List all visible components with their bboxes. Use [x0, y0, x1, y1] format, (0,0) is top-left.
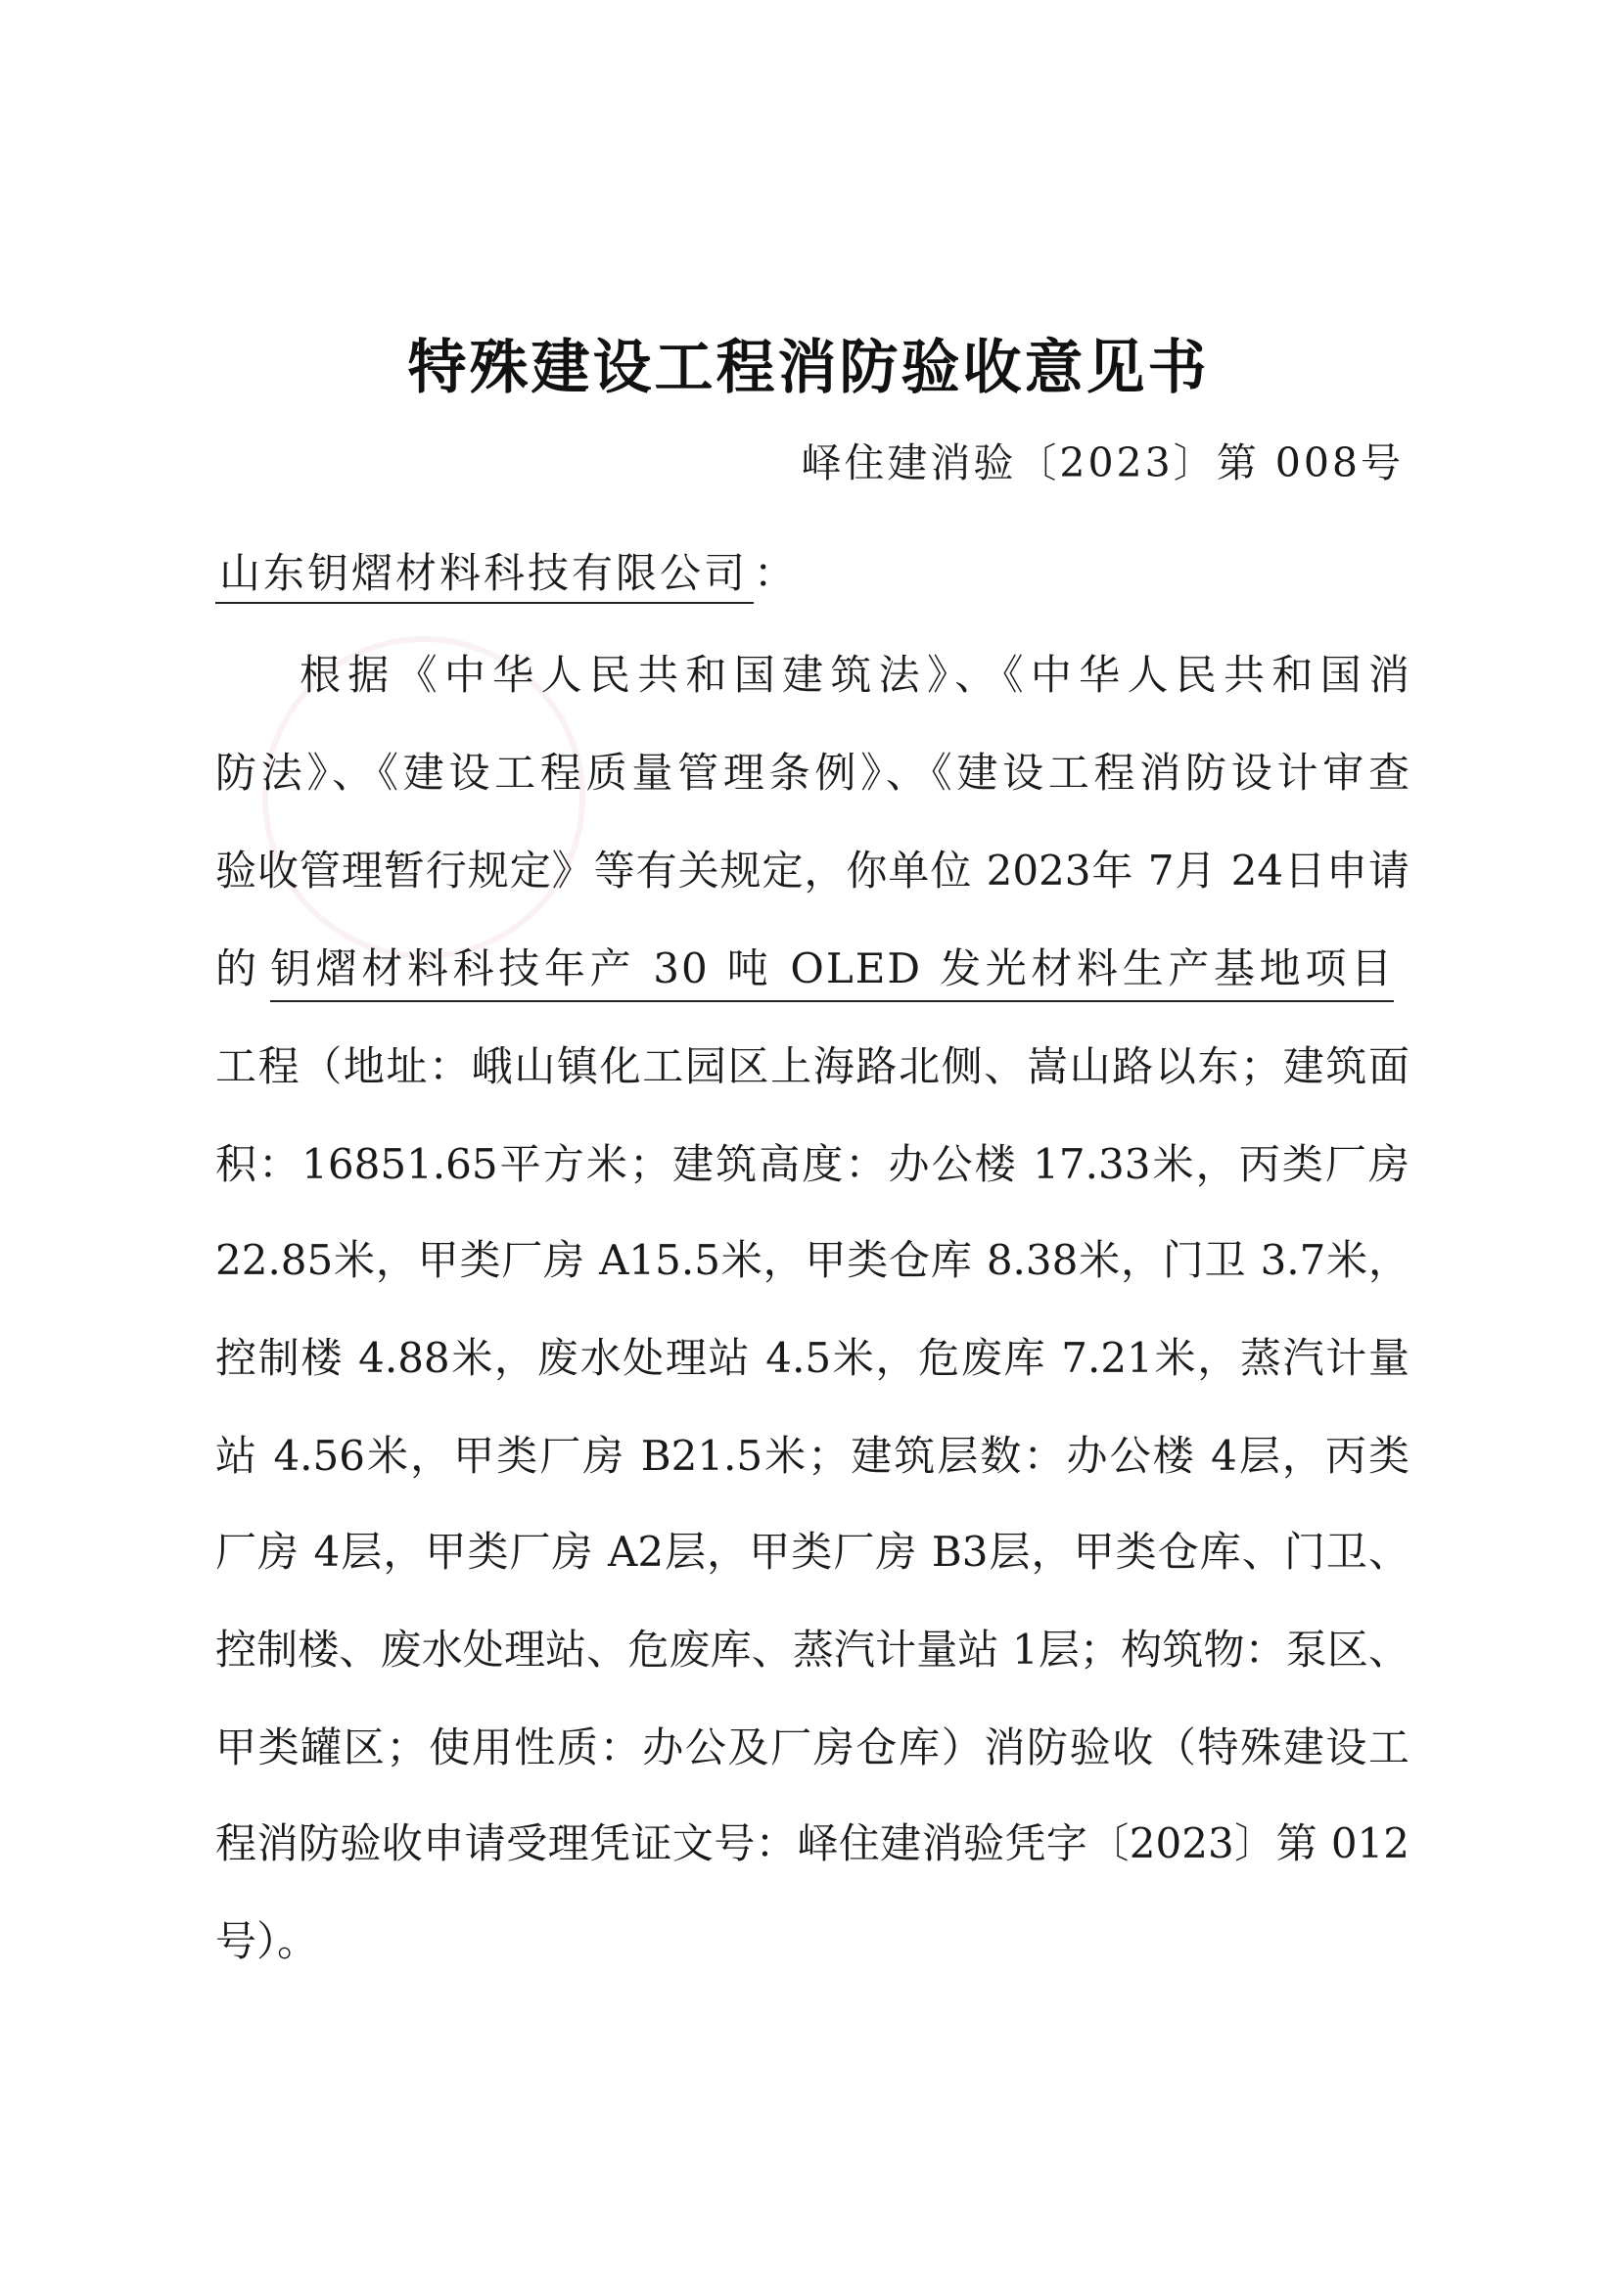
body-line-1: 根据《中华人民共和国建筑法》、《中华人民共和国消 [300, 651, 1409, 699]
body-line-10: 厂房 4层，甲类厂房 A2层，甲类厂房 B3层，甲类仓库、门卫、 [215, 1528, 1409, 1576]
body-line-4 [215, 940, 1409, 998]
document-title: 特殊建设工程消防验收意见书 [407, 334, 1210, 402]
body-line-3: 验收管理暂行规定》等有关规定，你单位 2023年 7月 24日申请 [215, 847, 1409, 895]
project-prefix: 的 [215, 944, 257, 992]
project-name: 钥熠材料科技年产 30 吨 OLED 发光材料生产基地项目 [270, 940, 1394, 1002]
addressee-name: 山东钥熠材料科技有限公司 [215, 545, 754, 604]
body-line-2: 防法》、《建设工程质量管理条例》、《建设工程消防设计审查 [215, 749, 1409, 797]
body-line-14: 号）。 [215, 1917, 319, 1965]
body-line-9: 站 4.56米，甲类厂房 B21.5米；建筑层数：办公楼 4层，丙类 [215, 1432, 1409, 1480]
body-line-7: 22.85米，甲类厂房 A15.5米，甲类仓库 8.38米，门卫 3.7米， [215, 1236, 1409, 1284]
body-line-12: 甲类罐区；使用性质：办公及厂房仓库）消防验收（特殊建设工 [215, 1723, 1409, 1771]
body-line-13: 程消防验收申请受理凭证文号：峄住建消验凭字〔2023〕第 012 [215, 1819, 1409, 1867]
body-line-11: 控制楼、废水处理站、危废库、蒸汽计量站 1层；构筑物：泵区、 [215, 1626, 1409, 1674]
document-number: 峄住建消验〔2023〕第 008号 [801, 439, 1404, 486]
addressee-colon: ： [754, 549, 799, 597]
body-line-8: 控制楼 4.88米，废水处理站 4.5米，危废库 7.21米，蒸汽计量 [215, 1334, 1409, 1382]
addressee [215, 544, 798, 604]
body-line-6: 积：16851.65平方米；建筑高度：办公楼 17.33米，丙类厂房 [215, 1140, 1409, 1188]
body-line-5: 工程（地址：峨山镇化工园区上海路北侧、嵩山路以东；建筑面 [215, 1042, 1409, 1090]
